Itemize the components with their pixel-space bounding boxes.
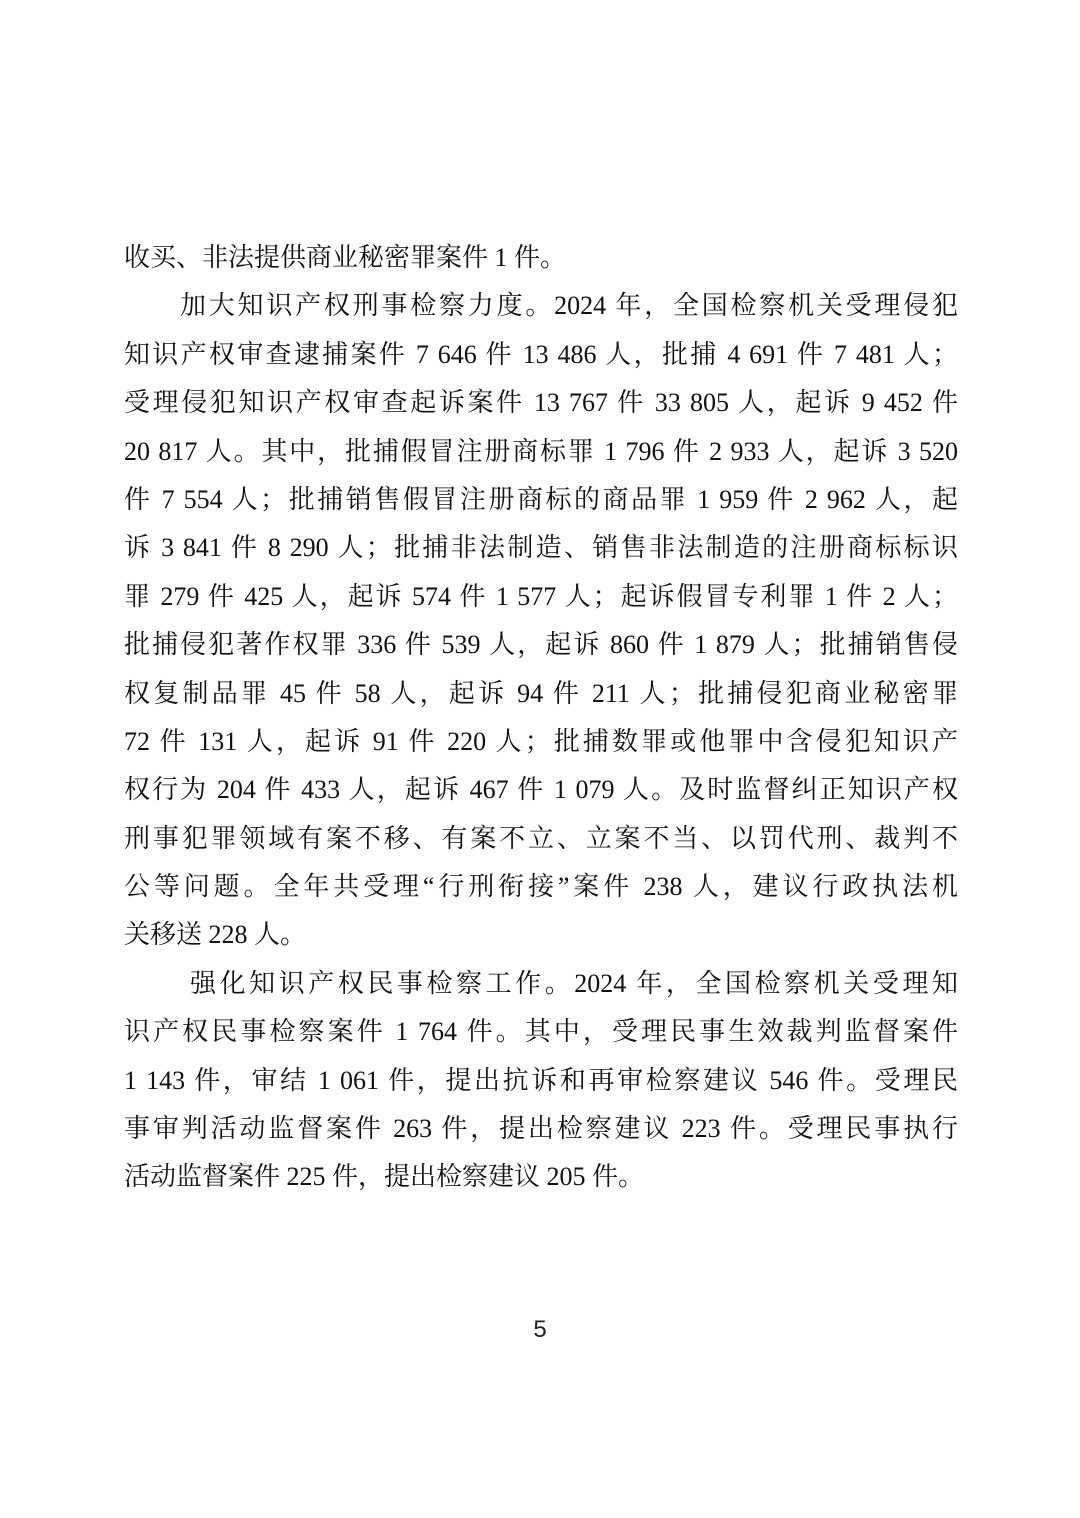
text-line: 批捕侵犯著作权罪 336 件 539 人，起诉 860 件 1 879 人；批捕销售侵 xyxy=(124,630,958,660)
document-body xyxy=(124,234,958,1202)
text-line: 公等问题。全年共受理“行刑衔接”案件 238 人，建议行政执法机 xyxy=(124,872,958,902)
paragraph-civil-prosecution xyxy=(124,960,958,1202)
text-line: 受理侵犯知识产权审查起诉案件 13 767 件 33 805 人，起诉 9 452 件 xyxy=(124,388,958,418)
text-line: 关移送 228 人。 xyxy=(124,920,307,950)
text-line: 72 件 131 人，起诉 91 件 220 人；批捕数罪或他罪中含侵犯知识产 xyxy=(124,726,958,756)
paragraph-criminal-prosecution xyxy=(124,282,958,959)
page-number: 5 xyxy=(533,1316,547,1343)
text-line: 刑事犯罪领域有案不移、有案不立、立案不当、以罚代刑、裁判不 xyxy=(124,823,958,853)
text-line: 权行为 204 件 433 人，起诉 467 件 1 079 人。及时监督纠正知识产权 xyxy=(124,775,958,805)
text-line: 罪 279 件 425 人，起诉 574 件 1 577 人；起诉假冒专利罪 1 件 2 人； xyxy=(124,581,958,611)
text-line: 活动监督案件 225 件，提出检察建议 205 件。 xyxy=(124,1162,645,1192)
text-line: 收买、非法提供商业秘密罪案件 1 件。 xyxy=(124,243,567,272)
text-line: 识产权民事检察案件 1 764 件。其中，受理民事生效裁判监督案件 xyxy=(124,1017,958,1047)
text-line: 20 817 人。其中，批捕假冒注册商标罪 1 796 件 2 933 人，起诉 3 520 xyxy=(124,436,958,466)
text-line: 知识产权审查逮捕案件 7 646 件 13 486 人，批捕 4 691 件 7 481 人； xyxy=(124,339,958,369)
text-line: 1 143 件，审结 1 061 件，提出抗诉和再审检察建议 546 件。受理民 xyxy=(124,1065,958,1095)
text-line: 件 7 554 人；批捕销售假冒注册商标的商品罪 1 959 件 2 962 人，起 xyxy=(124,484,958,514)
paragraph-continuation xyxy=(124,234,958,282)
text-line: 事审判活动监督案件 263 件，提出检察建议 223 件。受理民事执行 xyxy=(124,1114,958,1144)
text-line: 加大知识产权刑事检察力度。2024 年，全国检察机关受理侵犯 xyxy=(180,291,958,321)
text-line: 权复制品罪 45 件 58 人，起诉 94 件 211 人；批捕侵犯商业秘密罪 xyxy=(124,678,958,708)
text-line: 强化知识产权民事检察工作。2024 年，全国检察机关受理知 xyxy=(190,968,958,998)
text-line: 诉 3 841 件 8 290 人；批捕非法制造、销售非法制造的注册商标标识 xyxy=(124,533,958,563)
